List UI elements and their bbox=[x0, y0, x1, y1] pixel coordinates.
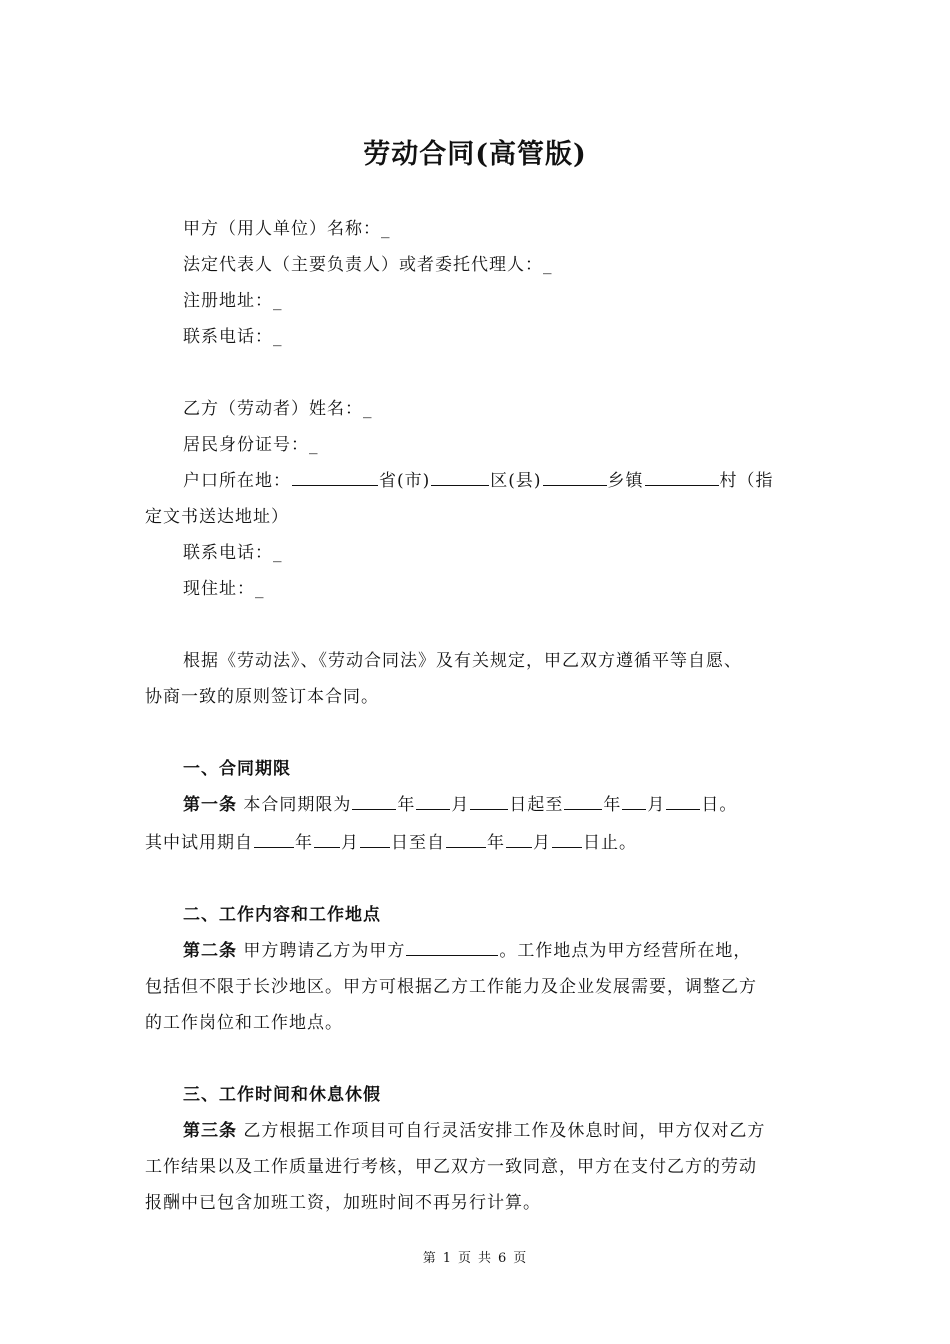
article-1-line-2 bbox=[145, 831, 637, 855]
section-3-heading: 三、工作时间和休息休假 bbox=[183, 1085, 381, 1105]
footer-text: 共 bbox=[478, 1251, 493, 1266]
text-fragment: 年 bbox=[603, 795, 622, 815]
intro-line-2: 协商一致的原则签订本合同。 bbox=[145, 687, 379, 707]
blank-field bbox=[431, 469, 489, 486]
page-number: 1 bbox=[442, 1251, 452, 1266]
hukou-province: 省(市) bbox=[379, 471, 431, 491]
footer-text: 页 bbox=[513, 1251, 528, 1266]
text-fragment: 日。 bbox=[701, 795, 738, 815]
article-3-line-3: 报酬中已包含加班工资，加班时间不再另行计算。 bbox=[145, 1193, 541, 1213]
article-3-line-1 bbox=[183, 1119, 765, 1143]
party-a-name: 甲方（用人单位）名称：_ bbox=[183, 219, 391, 239]
article-2-line-2: 包括但不限于长沙地区。甲方可根据乙方工作能力及企业发展需要，调整乙方 bbox=[145, 977, 757, 997]
page-footer bbox=[0, 1247, 950, 1266]
blank-field bbox=[254, 831, 294, 848]
text-fragment: 年 bbox=[295, 833, 313, 853]
text-fragment: 日起至 bbox=[509, 795, 564, 815]
text-fragment: 本合同期限为 bbox=[243, 795, 352, 815]
party-b-id: 居民身份证号：_ bbox=[183, 435, 319, 455]
blank-field bbox=[406, 939, 498, 956]
party-b-address: 现住址：_ bbox=[183, 579, 265, 599]
document-title: 劳动合同(高管版) bbox=[363, 139, 587, 170]
text-fragment: 年 bbox=[487, 833, 505, 853]
blank-field bbox=[622, 793, 646, 810]
article-2-line-3: 的工作岗位和工作地点。 bbox=[145, 1013, 343, 1033]
total-pages: 6 bbox=[498, 1251, 508, 1266]
party-a-representative: 法定代表人（主要负责人）或者委托代理人：_ bbox=[183, 255, 553, 275]
blank-field bbox=[552, 831, 582, 848]
hukou-town: 乡镇 bbox=[607, 471, 644, 491]
party-b-hukou bbox=[183, 469, 774, 493]
party-a-address: 注册地址：_ bbox=[183, 291, 283, 311]
text-fragment: 乙方根据工作项目可自行灵活安排工作及休息时间，甲方仅对乙方 bbox=[243, 1121, 766, 1141]
blank-field bbox=[645, 469, 719, 486]
party-a-phone: 联系电话：_ bbox=[183, 327, 283, 347]
blank-field bbox=[292, 469, 378, 486]
party-b-name: 乙方（劳动者）姓名：_ bbox=[183, 399, 373, 419]
blank-field bbox=[564, 793, 602, 810]
text-fragment: 月 bbox=[533, 833, 551, 853]
blank-field bbox=[506, 831, 532, 848]
footer-text: 第 bbox=[422, 1251, 437, 1266]
article-2-line-1 bbox=[183, 939, 751, 963]
article-2-label: 第二条 bbox=[183, 941, 237, 961]
party-b-phone: 联系电话：_ bbox=[183, 543, 283, 563]
blank-field bbox=[314, 831, 340, 848]
party-b-hukou-cont: 定文书送达地址） bbox=[145, 507, 289, 527]
hukou-district: 区(县) bbox=[490, 471, 542, 491]
intro-line-1: 根据《劳动法》、《劳动合同法》及有关规定，甲乙双方遵循平等自愿、 bbox=[183, 651, 742, 671]
blank-field bbox=[666, 793, 700, 810]
text-fragment: 日止。 bbox=[583, 833, 637, 853]
blank-field bbox=[352, 793, 396, 810]
hukou-village: 村（指 bbox=[719, 471, 774, 491]
section-2-heading: 二、工作内容和工作地点 bbox=[183, 905, 381, 925]
article-3-label: 第三条 bbox=[183, 1121, 237, 1141]
article-1-label: 第一条 bbox=[183, 795, 237, 815]
text-fragment: 月 bbox=[341, 833, 359, 853]
article-1-line-1 bbox=[183, 793, 737, 817]
blank-field bbox=[470, 793, 508, 810]
blank-field bbox=[543, 469, 607, 486]
text-fragment: 甲方聘请乙方为甲方 bbox=[243, 941, 406, 961]
text-fragment: 年 bbox=[397, 795, 416, 815]
hukou-label: 户口所在地： bbox=[183, 471, 291, 491]
text-fragment: 日至自 bbox=[391, 833, 445, 853]
section-1-heading: 一、合同期限 bbox=[183, 759, 291, 779]
text-fragment: 。工作地点为甲方经营所在地， bbox=[499, 941, 752, 961]
text-fragment: 月 bbox=[647, 795, 666, 815]
blank-field bbox=[446, 831, 486, 848]
article-3-line-2: 工作结果以及工作质量进行考核，甲乙双方一致同意，甲方在支付乙方的劳动 bbox=[145, 1157, 757, 1177]
blank-field bbox=[360, 831, 390, 848]
text-fragment: 其中试用期自 bbox=[145, 833, 253, 853]
text-fragment: 月 bbox=[451, 795, 470, 815]
footer-text: 页 bbox=[457, 1251, 472, 1266]
blank-field bbox=[416, 793, 450, 810]
